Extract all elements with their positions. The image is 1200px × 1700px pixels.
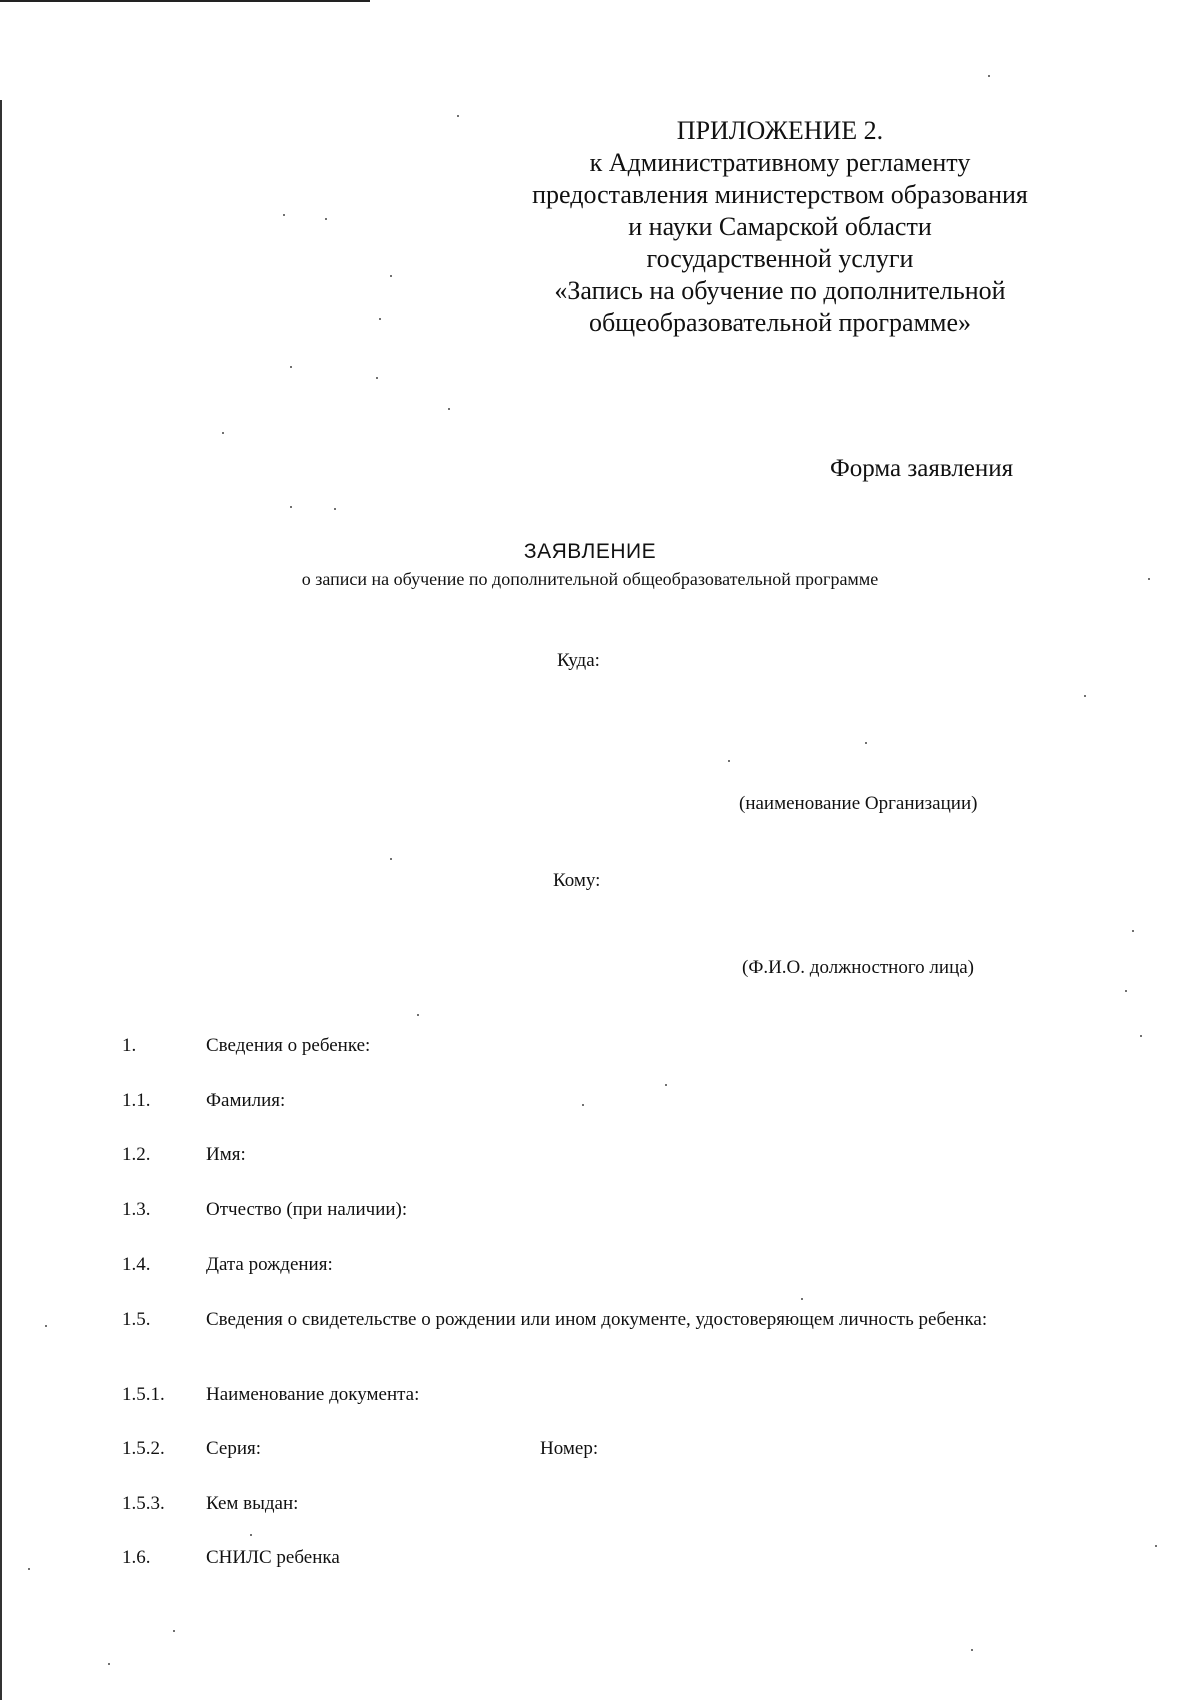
item-text: Сведения о свидетельстве о рождении или ином документе, удостоверяющем личность ребенка: <box>206 1309 988 1330</box>
item-text: СНИЛС ребенка <box>206 1547 340 1568</box>
scan-speck <box>1155 1545 1157 1547</box>
item-text: Наименование документа: <box>206 1384 420 1405</box>
scan-speck <box>108 1663 110 1665</box>
organization-caption: (наименование Организации) <box>739 793 978 814</box>
item-text: Фамилия: <box>206 1090 286 1111</box>
item-number: 1.4. <box>122 1254 151 1275</box>
item-number: 1.5. <box>122 1309 151 1330</box>
scan-speck <box>334 508 336 510</box>
where-label: Куда: <box>557 650 600 671</box>
scan-speck <box>728 760 730 762</box>
statement-subtitle: о записи на обучение по дополнительной общеобразовательной программе <box>301 569 879 589</box>
item-text: Сведения о ребенке: <box>206 1035 371 1056</box>
item-number: 1.3. <box>122 1199 151 1220</box>
appendix-line: общеобразовательной программе» <box>588 308 972 337</box>
scan-speck <box>390 858 392 860</box>
form-label: Форма заявления <box>830 455 1014 482</box>
item-number-label: Номер: <box>540 1438 599 1459</box>
scan-speck <box>379 318 381 320</box>
item-text: Кем выдан: <box>206 1493 299 1514</box>
appendix-line: государственной услуги <box>646 244 914 273</box>
item-text: Имя: <box>206 1144 246 1165</box>
scan-speck <box>290 366 292 368</box>
scan-speck <box>222 432 224 434</box>
scan-speck <box>250 1534 252 1536</box>
appendix-line: и науки Самарской области <box>628 212 932 241</box>
scan-speck <box>988 75 990 77</box>
item-text: Дата рождения: <box>206 1254 333 1275</box>
appendix-line: к Административному регламенту <box>589 148 971 177</box>
item-number: 1.5.2. <box>122 1438 165 1459</box>
scan-speck <box>173 1630 175 1632</box>
appendix-header <box>480 115 1080 339</box>
scan-speck <box>45 1325 47 1327</box>
scan-speck <box>448 408 450 410</box>
scan-speck <box>1140 1035 1142 1037</box>
whom-label: Кому: <box>553 870 601 891</box>
item-text: Отчество (при наличии): <box>206 1199 408 1220</box>
item-number: 1. <box>122 1035 137 1056</box>
scan-speck <box>665 1084 667 1086</box>
scan-speck <box>325 218 327 220</box>
scan-speck <box>290 506 292 508</box>
item-number: 1.5.3. <box>122 1493 165 1514</box>
scan-left-edge <box>0 100 2 1700</box>
scan-speck <box>417 1014 419 1016</box>
scan-edge-line <box>0 0 370 2</box>
scan-speck <box>376 377 378 379</box>
appendix-line: «Запись на обучение по дополнительной <box>554 276 1006 305</box>
scan-speck <box>457 115 459 117</box>
appendix-title: ПРИЛОЖЕНИЕ 2. <box>676 116 884 145</box>
item-number: 1.5.1. <box>122 1384 165 1405</box>
scan-speck <box>971 1649 973 1651</box>
scan-speck <box>390 275 392 277</box>
item-text: Серия: <box>206 1438 262 1459</box>
item-number: 1.1. <box>122 1090 151 1111</box>
scan-speck <box>1132 930 1134 932</box>
scan-speck <box>1125 990 1127 992</box>
scan-speck <box>1084 695 1086 697</box>
appendix-line: предоставления министерством образования <box>532 180 1028 209</box>
scan-speck <box>801 1298 803 1300</box>
item-number: 1.2. <box>122 1144 151 1165</box>
statement-title: ЗАЯВЛЕНИЕ <box>523 540 657 563</box>
official-caption: (Ф.И.О. должностного лица) <box>742 957 974 978</box>
scan-speck <box>283 214 285 216</box>
scan-speck <box>865 742 867 744</box>
item-number: 1.6. <box>122 1547 151 1568</box>
scan-speck <box>28 1568 30 1570</box>
